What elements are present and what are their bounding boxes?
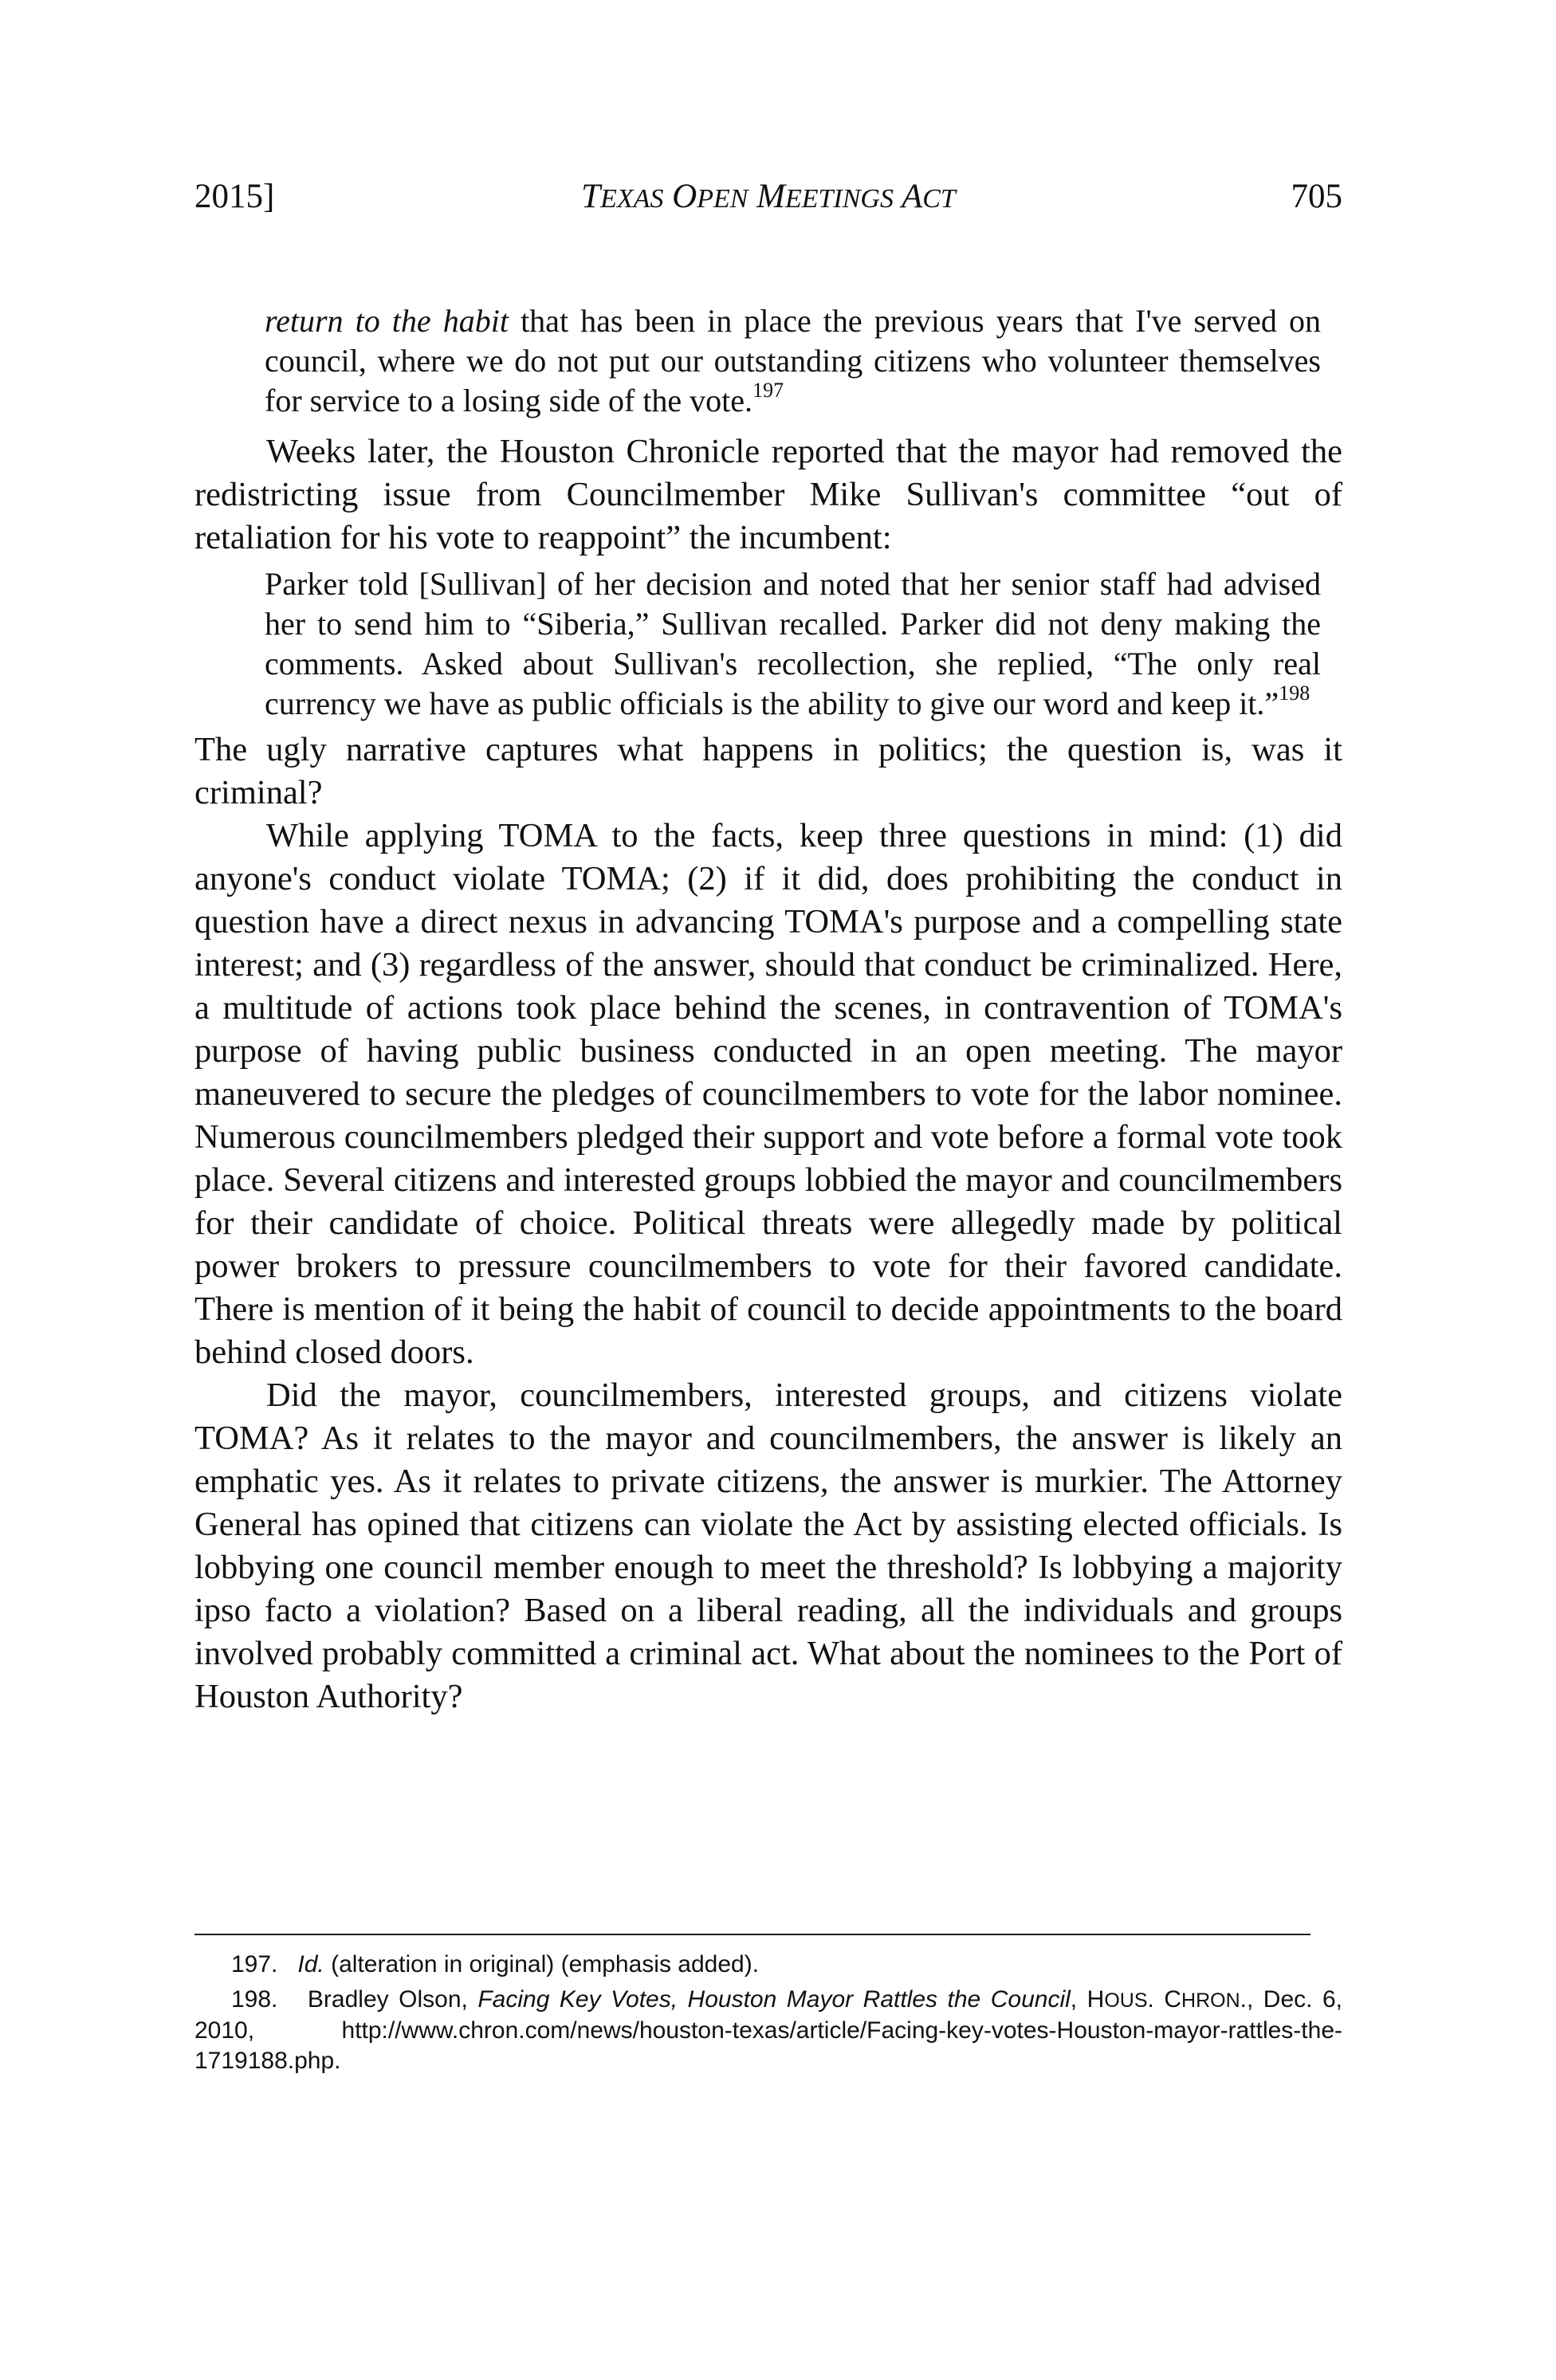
footnote-ref-197: 197 bbox=[752, 379, 784, 402]
paragraph-4: Did the mayor, councilmembers, interested groups, and citizens violate TOMA? As it relates to the mayor and councilmembers, the answer is likely an emphatic yes. As it relates to private citizens, the answer is murkier. The Attorney General has opined that citizens can violate the Act by assisting elected officials. Is lobbying one council member enough to meet the threshold? Is lobbying a majority ipso facto a violation? Based on a liberal reading, all the individuals and groups involved probably committed a criminal act. What about the nominees to the Port of Houston Authority? bbox=[194, 1377, 1342, 1715]
footnote-197: 197. Id. (alteration in original) (emphasis added). bbox=[231, 1951, 760, 1977]
page-number: 705 bbox=[1291, 178, 1342, 215]
paragraph-1: Weeks later, the Houston Chronicle reported that the mayor had removed the redistricting issue from Councilmember Mike Sullivan's committee “out of retaliation for his vote to reappoint” the incumbent: bbox=[194, 433, 1342, 556]
footnote-198-url: ., Dec. 6, 2010, http://www.chron.com/news/houston-texas/article/Facing-key-votes-Houston-mayor-rattles-the-1719188.php. bbox=[194, 1986, 1343, 2074]
header-title: TEXAS OPEN MEETINGS ACT bbox=[581, 178, 956, 215]
block-quote-1: return to the habit that has been in place the previous years that I've served on council, where we do not put our outstanding citizens who volunteer themselves for service to a losing side of the vote.$^{197}$ bbox=[265, 303, 1321, 418]
footnote-divider bbox=[194, 1934, 1310, 1935]
quote-emphasis: return to the habit bbox=[265, 303, 509, 339]
footnote-198: 198. Bradley Olson, Facing Key Votes, Houston Mayor Rattles the Council, HOUS. CHRON., Dec. 6, 2010, http://www.chron.com/news/houston-texas/article/Facing-key-votes-Houston-mayor-rattles-the-1719188.php. bbox=[194, 1986, 1343, 2074]
block-quote-2: Parker told [Sullivan] of her decision and noted that her senior staff had advised her to send him to “Siberia,” Sullivan recalled. Parker did not deny making the comments. Asked about Sullivan's recollection, she replied, “The only real currency we have as public officials is the ability to give our word and keep it.”$^{198}$ bbox=[265, 566, 1321, 721]
footnote-ref-198: 198 bbox=[1279, 681, 1310, 705]
running-header bbox=[194, 177, 1342, 234]
header-year: 2015] bbox=[194, 178, 275, 215]
footnotes bbox=[194, 1950, 1342, 2081]
body-text bbox=[194, 301, 1342, 1718]
paragraph-2: The ugly narrative captures what happens in politics; the question is, was it criminal? bbox=[194, 731, 1342, 811]
paragraph-3: While applying TOMA to the facts, keep three questions in mind: (1) did anyone's conduct violate TOMA; (2) if it did, does prohibiting the conduct in question have a direct nexus in advancing TOMA's purpose and a compelling state interest; and (3) regardless of the answer, should that conduct be criminalized. Here, a multitude of actions took place behind the scenes, in contravention of TOMA's purpose of having public business conducted in an open meeting. The mayor maneuvered to secure the pledges of councilmembers to vote for the labor nominee. Numerous councilmembers pledged their support and vote before a formal vote took place. Several citizens and interested groups lobbied the mayor and councilmembers for their candidate of choice. Political threats were allegedly made by political power brokers to pressure councilmembers to vote for their favored candidate. There is mention of it being the habit of council to decide appointments to the board behind closed doors. bbox=[194, 817, 1342, 1371]
